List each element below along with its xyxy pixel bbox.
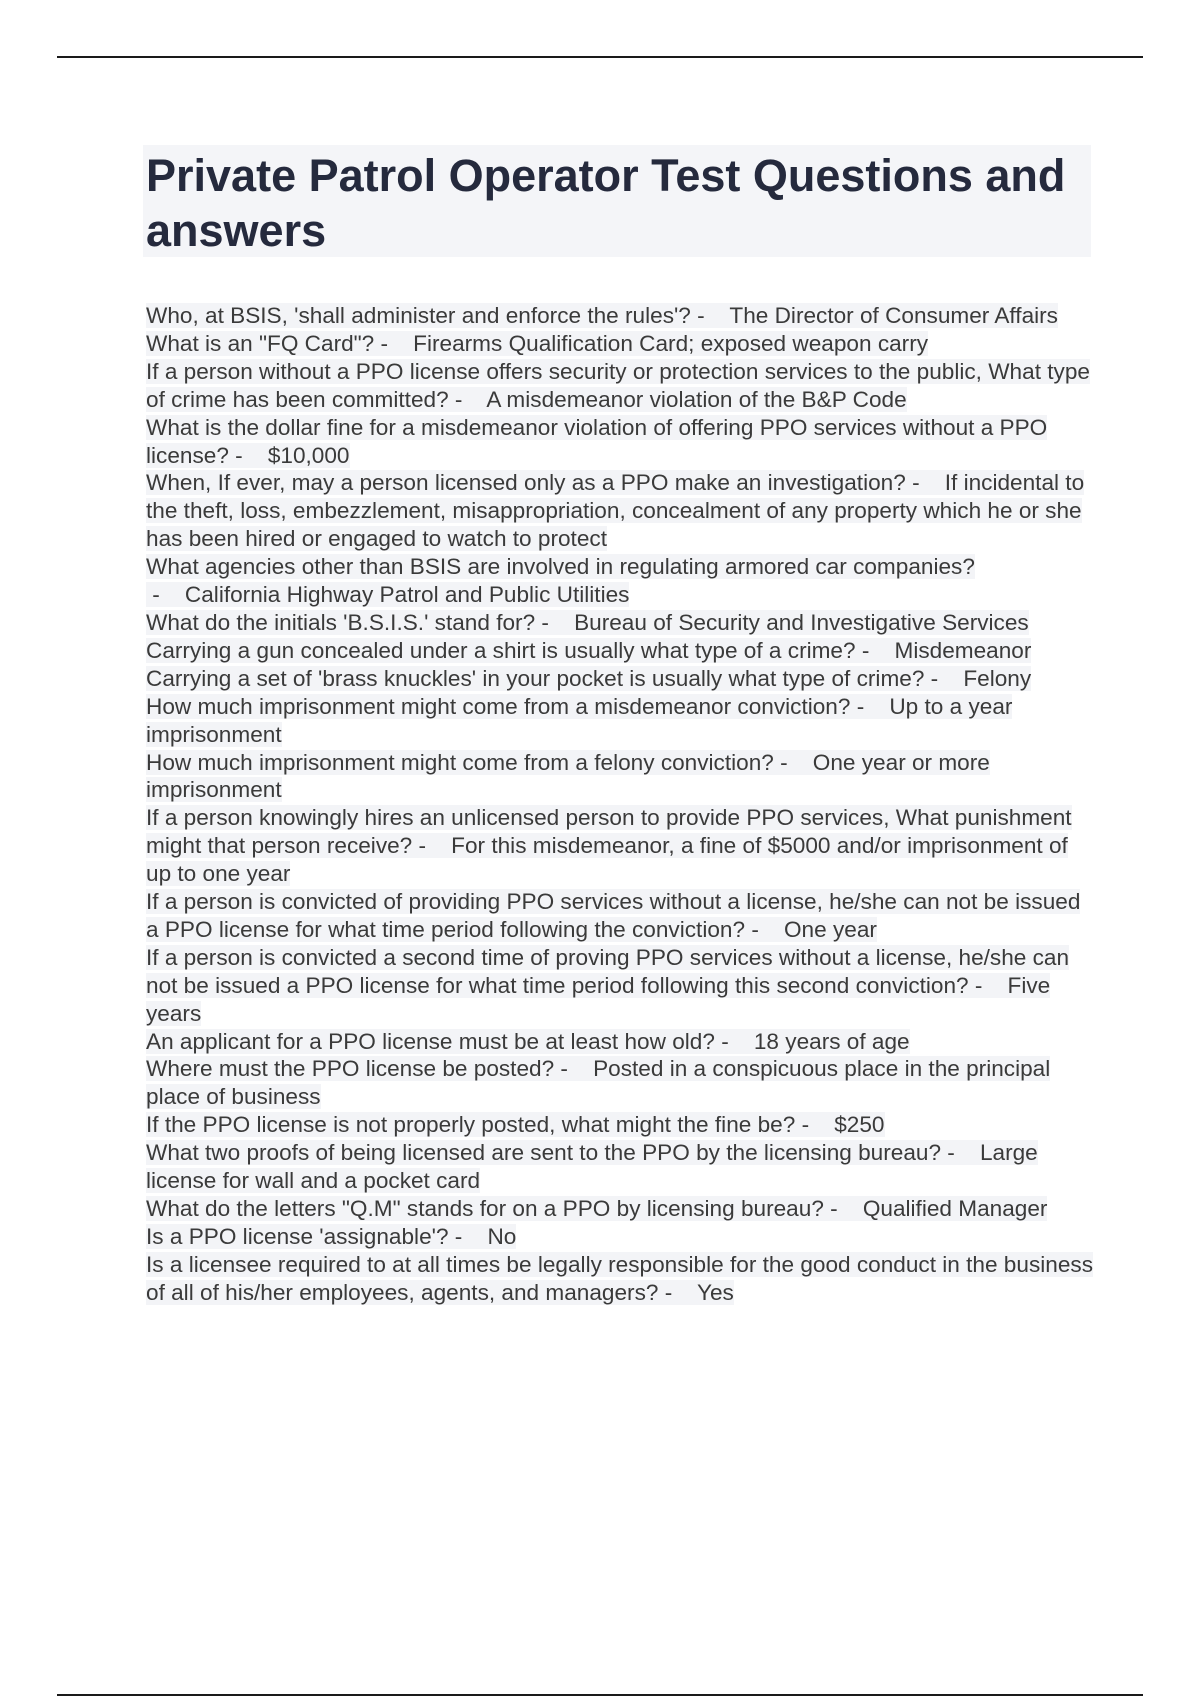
question-text: If a person is convicted a second time of proving PPO services without a license, he/she can not be issued a PPO license for what time period following this second conviction? [146, 944, 1070, 998]
qa-item [146, 1055, 1096, 1111]
question-text: What do the initials 'B.S.I.S.' stand for? [146, 609, 536, 635]
qa-item [146, 693, 1096, 749]
qa-item [146, 804, 1096, 888]
qa-separator: - [714, 1028, 754, 1054]
qa-separator: - [795, 1112, 835, 1138]
qa-item [146, 469, 1096, 553]
qa-item [146, 553, 1096, 609]
qa-item [146, 944, 1096, 1028]
question-text: What agencies other than BSIS are involved in regulating armored car companies? [146, 554, 975, 580]
qa-item [146, 414, 1096, 470]
qa-item [146, 358, 1096, 414]
qa-item [146, 1028, 1096, 1056]
qa-separator: - [855, 637, 895, 663]
qa-separator: - [448, 1223, 488, 1249]
qa-item [146, 330, 1096, 358]
qa-separator: - [658, 1279, 697, 1305]
qa-list [146, 302, 1096, 1307]
qa-separator: - [374, 330, 414, 356]
qa-item [146, 1251, 1096, 1307]
answer-text: 18 years of age [753, 1028, 910, 1054]
answer-text: If incidental to the theft, loss, embezzlement, misappropriation, concealment of any property which he or she has been hired or engaged to watch to protect [146, 470, 1085, 552]
answer-text: Felony [963, 665, 1032, 691]
qa-item [146, 302, 1096, 330]
question-text: If a person without a PPO license offers security or protection services to the public, What type of crime has been committed? [146, 358, 1090, 412]
answer-text: Misdemeanor [894, 637, 1032, 663]
question-text: If the PPO license is not properly posted, what might the fine be? [146, 1112, 796, 1138]
question-text: How much imprisonment might come from a misdemeanor conviction? [146, 693, 851, 719]
qa-separator: - [941, 1140, 980, 1166]
answer-text: For this misdemeanor, a fine of $5000 and/or imprisonment of up to one year [146, 833, 1068, 887]
answer-text: Up to a year imprisonment [146, 693, 1013, 747]
qa-separator: - [554, 1056, 594, 1082]
page-title: Private Patrol Operator Test Questions and answers [146, 150, 1066, 256]
question-text: Is a PPO license 'assignable'? [146, 1223, 449, 1249]
answer-text: The Director of Consumer Affairs [729, 303, 1058, 328]
qa-item [146, 609, 1096, 637]
qa-item [146, 888, 1096, 944]
qa-separator: - [773, 749, 813, 775]
qa-item [146, 637, 1096, 665]
question-text: What two proofs of being licensed are sent to the PPO by the licensing bureau? [146, 1140, 942, 1166]
question-text: Is a licensee required to at all times be legally responsible for the good conduct in the business of all of his/her employees, agents, and managers? [146, 1251, 1093, 1305]
question-text: What is the dollar fine for a misdemeanor violation of offering PPO services without a PPO license? [146, 414, 1048, 468]
question-text: Carrying a gun concealed under a shirt is usually what type of a crime? [146, 637, 856, 663]
answer-text: One year [783, 916, 877, 942]
qa-separator: - [228, 442, 268, 468]
question-text: Where must the PPO license be posted? [146, 1056, 555, 1082]
qa-separator: - [745, 916, 784, 942]
answer-text: One year or more imprisonment [146, 749, 990, 803]
answer-text: Qualified Manager [862, 1196, 1048, 1221]
qa-separator: - [690, 303, 730, 328]
answer-text: $10,000 [267, 442, 350, 468]
question-text: Who, at BSIS, 'shall administer and enforce the rules'? [146, 303, 691, 328]
answer-text: Five years [146, 972, 1051, 1026]
qa-separator: - [535, 609, 575, 635]
question-text: What is an "FQ Card"? [146, 330, 375, 356]
question-text: Carrying a set of 'brass knuckles' in your pocket is usually what type of crime? [146, 665, 925, 691]
qa-separator: - [968, 972, 1008, 998]
answer-text: Firearms Qualification Card; exposed weapon carry [413, 330, 929, 356]
question-text: When, If ever, may a person licensed only as a PPO make an investigation? [146, 470, 906, 496]
answer-text: California Highway Patrol and Public Utilities [184, 582, 630, 608]
qa-item [146, 1139, 1096, 1195]
answer-text: A misdemeanor violation of the B&P Code [486, 386, 907, 412]
qa-separator: - [823, 1196, 863, 1221]
qa-separator: - [412, 833, 452, 859]
qa-separator: - [146, 582, 185, 608]
qa-separator: - [905, 470, 945, 496]
qa-item [146, 1111, 1096, 1139]
answer-text: $250 [834, 1112, 885, 1138]
qa-separator: - [850, 693, 890, 719]
answer-text: Posted in a conspicuous place in the principal place of business [146, 1056, 1051, 1110]
qa-item [146, 749, 1096, 805]
question-text: If a person is convicted of providing PPO services without a license, he/she can not be issued a PPO license for what time period following the conviction? [146, 889, 1081, 942]
question-text: An applicant for a PPO license must be at least how old? [146, 1028, 715, 1054]
question-text: What do the letters "Q.M" stands for on a PPO by licensing bureau? [146, 1196, 824, 1221]
answer-text: Large license for wall and a pocket card [146, 1140, 1038, 1194]
qa-separator: - [448, 386, 487, 412]
qa-separator: - [924, 665, 964, 691]
answer-text: No [487, 1223, 517, 1249]
qa-item [146, 1195, 1096, 1223]
answer-text: Bureau of Security and Investigative Services [574, 609, 1029, 635]
question-text: How much imprisonment might come from a felony conviction? [146, 749, 774, 775]
answer-text: Yes [696, 1279, 734, 1305]
top-rule [57, 56, 1143, 58]
question-text: If a person knowingly hires an unlicensed person to provide PPO services, What punishment might that person receive? [146, 805, 1072, 859]
qa-item [146, 665, 1096, 693]
bottom-rule [57, 1694, 1143, 1696]
qa-item [146, 1223, 1096, 1251]
